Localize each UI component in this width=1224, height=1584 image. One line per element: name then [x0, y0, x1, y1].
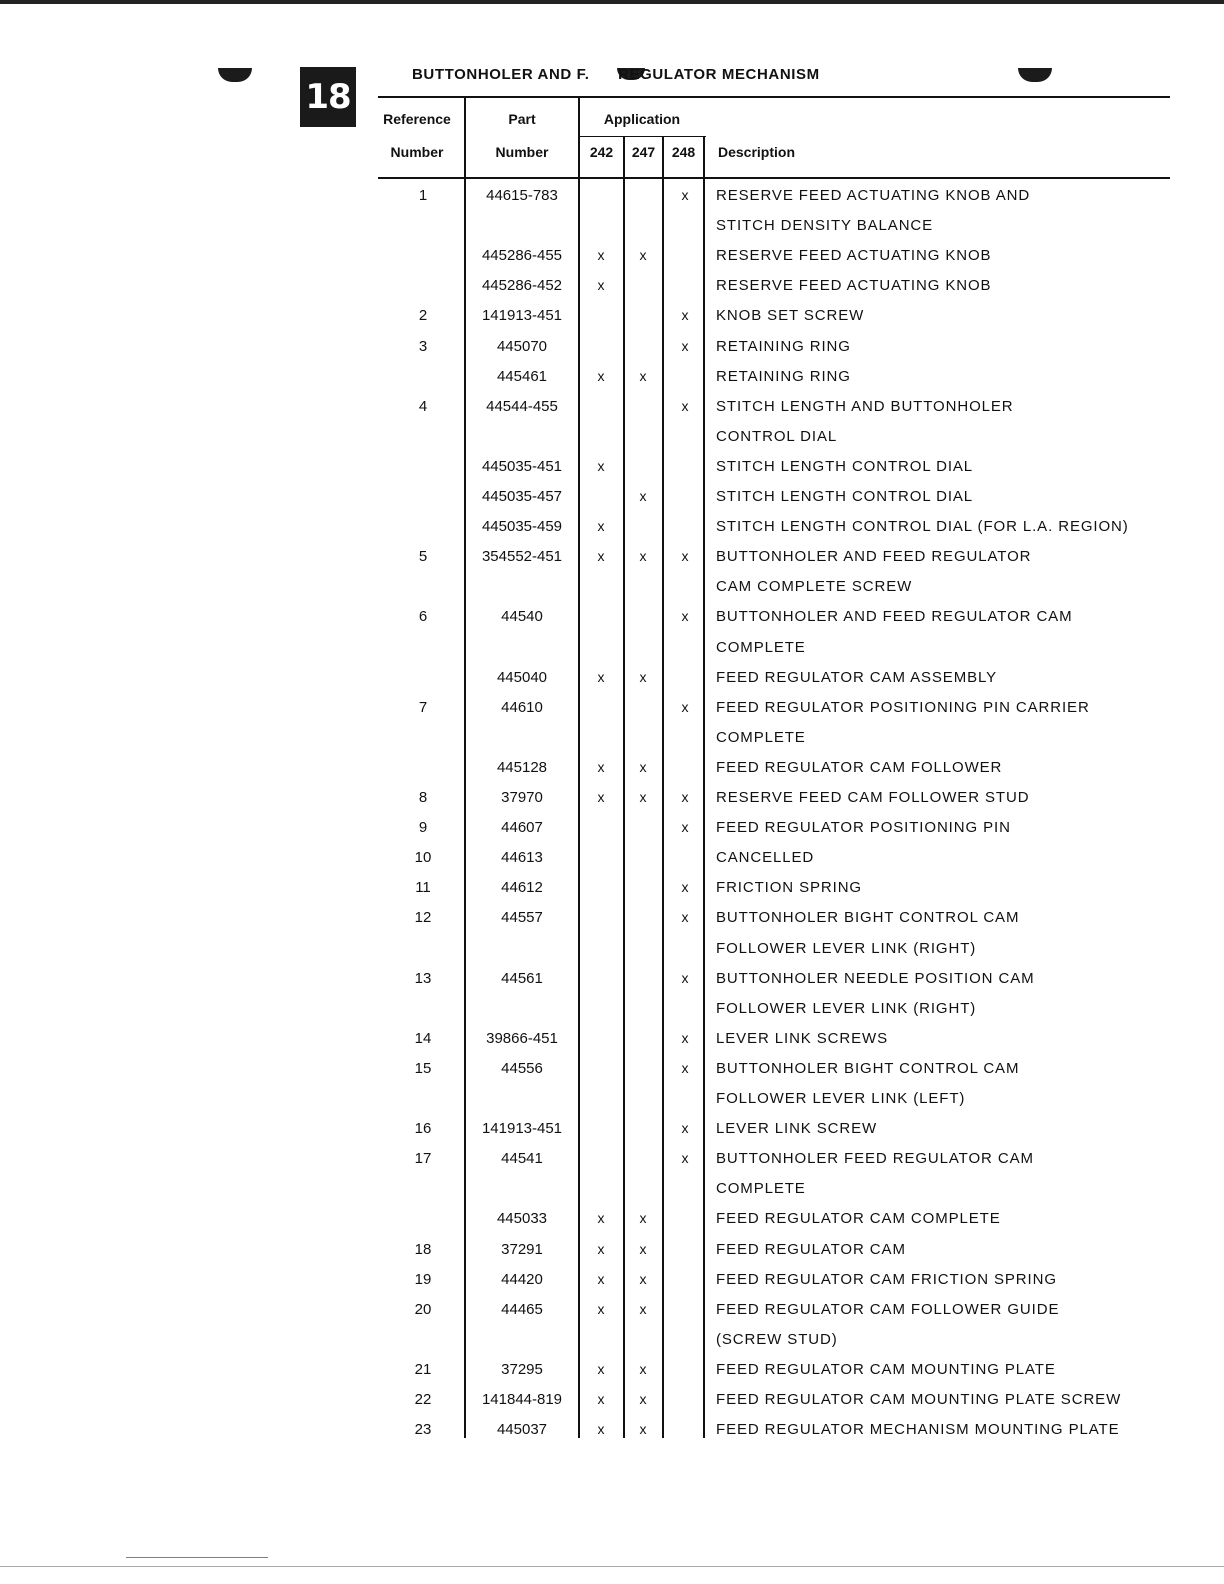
table-row [0, 1271, 1224, 1301]
binding-mark-icon [1018, 68, 1052, 82]
reference-number-cell: 12 [414, 909, 432, 927]
description-cell: BUTTONHOLER BIGHT CONTROL CAM [716, 1059, 1020, 1077]
model-248-mark: x [681, 909, 689, 926]
table-row [0, 1391, 1224, 1421]
model-242-mark: x [597, 1421, 605, 1438]
model-248-mark: x [681, 1029, 689, 1046]
description-cell: LEVER LINK SCREW [716, 1120, 878, 1138]
model-248-mark: x [681, 337, 689, 354]
part-number-cell: 141913-451 [481, 307, 563, 325]
table-row [0, 187, 1224, 217]
model-242-mark: x [597, 789, 605, 805]
part-number-cell: 44465 [501, 1300, 543, 1318]
table-row [0, 1301, 1224, 1331]
description-cell: COMPLETE [716, 728, 806, 746]
part-number-cell: 44557 [501, 909, 543, 927]
part-number-cell: 44540 [501, 608, 543, 626]
model-247-mark: x [639, 1391, 647, 1407]
header-part-sub: Number [495, 144, 549, 160]
description-cell: BUTTONHOLER NEEDLE POSITION CAM [716, 969, 1035, 987]
model-242-mark: x [597, 758, 605, 775]
table-row [0, 608, 1224, 638]
part-number-cell: 445035-459 [481, 518, 563, 536]
table-row [0, 789, 1224, 819]
part-number-cell: 445035-451 [481, 457, 563, 475]
description-cell: COMPLETE [716, 638, 806, 656]
application-divider [580, 136, 706, 137]
reference-number-cell: 20 [414, 1300, 432, 1318]
model-242-mark: x [597, 367, 605, 384]
reference-number-cell: 23 [414, 1421, 432, 1439]
part-number-cell: 354552-451 [481, 548, 563, 566]
description-cell: FEED REGULATOR CAM FOLLOWER GUIDE [716, 1300, 1060, 1318]
table-row [0, 1120, 1224, 1150]
reference-number-cell: 16 [414, 1120, 432, 1138]
description-cell: BUTTONHOLER FEED REGULATOR CAM [716, 1150, 1034, 1168]
part-number-cell: 445040 [496, 668, 548, 686]
section-number-badge: 18 [300, 67, 356, 127]
reference-number-cell: 13 [414, 969, 432, 987]
table-row [0, 819, 1224, 849]
table-row [0, 849, 1224, 879]
reference-number-cell: 3 [418, 337, 428, 355]
model-242-mark: x [597, 1210, 605, 1227]
part-number-cell: 44561 [501, 969, 543, 987]
model-248-mark: x [681, 397, 689, 414]
model-247-mark: x [639, 488, 647, 504]
table-row [0, 398, 1224, 428]
model-248-mark: x [681, 307, 689, 324]
header-part: Part [508, 111, 536, 127]
page-top-edge [0, 0, 1224, 4]
header-model-242: 242 [589, 144, 614, 160]
part-number-cell: 445286-452 [481, 277, 563, 295]
part-number-cell: 44556 [501, 1059, 543, 1077]
table-row [0, 1331, 1224, 1361]
description-cell: BUTTONHOLER AND FEED REGULATOR CAM [716, 608, 1073, 626]
part-number-cell: 445128 [496, 758, 548, 776]
table-row [0, 1150, 1224, 1180]
description-cell: FEED REGULATOR CAM FRICTION SPRING [716, 1270, 1057, 1288]
description-cell: (SCREW STUD) [716, 1330, 838, 1348]
description-cell: FEED REGULATOR CAM COMPLETE [716, 1210, 1001, 1228]
description-cell: FOLLOWER LEVER LINK (RIGHT) [716, 999, 977, 1017]
reference-number-cell: 19 [414, 1270, 432, 1288]
part-number-cell: 44420 [501, 1270, 543, 1288]
model-248-mark: x [681, 789, 689, 805]
part-number-cell: 39866-451 [486, 1029, 558, 1047]
description-cell: RESERVE FEED ACTUATING KNOB [716, 277, 992, 295]
description-cell: CANCELLED [716, 849, 815, 867]
header-model-248: 248 [671, 144, 696, 160]
reference-number-cell: 21 [414, 1360, 432, 1378]
description-cell: RESERVE FEED ACTUATING KNOB [716, 247, 992, 265]
description-cell: FOLLOWER LEVER LINK (RIGHT) [716, 939, 977, 957]
description-cell: FEED REGULATOR POSITIONING PIN CARRIER [716, 698, 1090, 716]
model-247-mark: x [639, 1270, 647, 1287]
part-number-cell: 37970 [501, 789, 543, 806]
header-description: Description [718, 144, 796, 160]
table-row [0, 368, 1224, 398]
header-reference-sub: Number [390, 144, 444, 160]
model-247-mark: x [639, 668, 647, 685]
reference-number-cell: 18 [414, 1240, 432, 1258]
table-row [0, 338, 1224, 368]
table-row [0, 759, 1224, 789]
part-number-cell: 445033 [496, 1210, 548, 1228]
description-cell: FEED REGULATOR CAM MOUNTING PLATE [716, 1360, 1056, 1378]
description-cell: FOLLOWER LEVER LINK (LEFT) [716, 1090, 966, 1107]
model-242-mark: x [597, 1270, 605, 1287]
model-248-mark: x [681, 969, 689, 986]
part-number-cell: 44607 [501, 819, 543, 837]
part-number-cell: 445035-457 [481, 488, 563, 505]
reference-number-cell: 10 [414, 849, 432, 867]
table-row [0, 1361, 1224, 1391]
reference-number-cell: 1 [418, 187, 428, 204]
description-cell: RETAINING RING [716, 367, 851, 385]
description-cell: FEED REGULATOR MECHANISM MOUNTING PLATE [716, 1421, 1120, 1439]
description-cell: FEED REGULATOR CAM MOUNTING PLATE SCREW [716, 1391, 1122, 1408]
table-row [0, 1090, 1224, 1120]
part-number-cell: 44544-455 [486, 397, 558, 415]
table-row [0, 578, 1224, 608]
description-cell: FEED REGULATOR CAM ASSEMBLY [716, 668, 998, 686]
model-247-mark: x [639, 247, 647, 264]
model-247-mark: x [639, 1240, 647, 1257]
part-number-cell: 44613 [501, 849, 543, 867]
description-cell: FEED REGULATOR CAM [716, 1240, 906, 1258]
description-cell: LEVER LINK SCREWS [716, 1029, 889, 1047]
page-bottom-edge [0, 1566, 1224, 1567]
model-242-mark: x [597, 457, 605, 474]
table-row [0, 1060, 1224, 1090]
model-248-mark: x [681, 608, 689, 625]
model-242-mark: x [597, 518, 605, 535]
model-247-mark: x [639, 1210, 647, 1227]
description-cell: RESERVE FEED ACTUATING KNOB AND [716, 187, 1031, 204]
table-row [0, 518, 1224, 548]
model-242-mark: x [597, 277, 605, 294]
table-row [0, 909, 1224, 939]
table-row [0, 548, 1224, 578]
model-247-mark: x [639, 1300, 647, 1317]
model-242-mark: x [597, 1360, 605, 1377]
header-application: Application [603, 111, 681, 127]
table-row [0, 428, 1224, 458]
table-row [0, 488, 1224, 518]
description-cell: STITCH LENGTH CONTROL DIAL (FOR L.A. REGION) [716, 518, 1129, 536]
model-248-mark: x [681, 187, 689, 203]
table-row [0, 247, 1224, 277]
binding-mark-icon [218, 68, 252, 82]
table-row [0, 277, 1224, 307]
model-247-mark: x [639, 789, 647, 805]
table-row [0, 307, 1224, 337]
table-row [0, 970, 1224, 1000]
model-247-mark: x [639, 548, 647, 565]
part-number-cell: 44612 [501, 879, 543, 897]
reference-number-cell: 7 [418, 698, 428, 716]
description-cell: STITCH LENGTH CONTROL DIAL [716, 488, 974, 505]
description-cell: FRICTION SPRING [716, 879, 863, 897]
page-title: BUTTONHOLER AND F. REGULATOR MECHANISM [412, 66, 820, 83]
table-row [0, 217, 1224, 247]
header-model-247: 247 [631, 144, 656, 160]
model-242-mark: x [597, 1300, 605, 1317]
model-247-mark: x [639, 1360, 647, 1377]
model-242-mark: x [597, 247, 605, 264]
table-row [0, 1030, 1224, 1060]
table-row [0, 879, 1224, 909]
model-247-mark: x [639, 758, 647, 775]
model-248-mark: x [681, 819, 689, 836]
description-cell: KNOB SET SCREW [716, 307, 865, 325]
page-footer-link-mark [126, 1557, 268, 1558]
description-cell: STITCH DENSITY BALANCE [716, 217, 934, 235]
table-row [0, 940, 1224, 970]
model-247-mark: x [639, 1421, 647, 1438]
description-cell: FEED REGULATOR CAM FOLLOWER [716, 758, 1003, 776]
model-248-mark: x [681, 1150, 689, 1167]
description-cell: RESERVE FEED CAM FOLLOWER STUD [716, 789, 1030, 806]
description-cell: STITCH LENGTH CONTROL DIAL [716, 457, 974, 475]
reference-number-cell: 11 [415, 879, 431, 897]
table-row [0, 1421, 1224, 1451]
reference-number-cell: 15 [414, 1059, 432, 1077]
model-242-mark: x [597, 668, 605, 685]
model-242-mark: x [597, 1240, 605, 1257]
reference-number-cell: 8 [418, 789, 428, 806]
header-reference: Reference [383, 111, 451, 127]
model-248-mark: x [681, 698, 689, 715]
reference-number-cell: 14 [414, 1029, 432, 1047]
header-top-rule [378, 96, 1170, 98]
part-number-cell: 37291 [501, 1240, 543, 1258]
description-cell: CONTROL DIAL [716, 427, 838, 445]
part-number-cell: 44615-783 [486, 187, 558, 204]
part-number-cell: 445037 [496, 1421, 548, 1439]
table-row [0, 1000, 1224, 1030]
model-242-mark: x [597, 1391, 605, 1407]
table-row [0, 639, 1224, 669]
table-row [0, 458, 1224, 488]
part-number-cell: 44541 [501, 1150, 543, 1168]
table-row [0, 669, 1224, 699]
reference-number-cell: 17 [414, 1150, 432, 1168]
part-number-cell: 445070 [496, 337, 548, 355]
header-bottom-rule [378, 177, 1170, 179]
part-number-cell: 37295 [501, 1360, 543, 1378]
table-row [0, 1180, 1224, 1210]
part-number-cell: 445286-455 [481, 247, 563, 265]
table-row [0, 1210, 1224, 1240]
model-242-mark: x [597, 548, 605, 565]
reference-number-cell: 4 [418, 397, 428, 415]
model-248-mark: x [681, 1059, 689, 1076]
reference-number-cell: 5 [418, 548, 428, 566]
description-cell: COMPLETE [716, 1180, 806, 1198]
part-number-cell: 44610 [501, 698, 543, 716]
description-cell: STITCH LENGTH AND BUTTONHOLER [716, 397, 1014, 415]
model-247-mark: x [639, 367, 647, 384]
description-cell: CAM COMPLETE SCREW [716, 578, 913, 596]
reference-number-cell: 9 [418, 819, 428, 837]
description-cell: FEED REGULATOR POSITIONING PIN [716, 819, 1011, 837]
table-row [0, 729, 1224, 759]
part-number-cell: 141844-819 [481, 1391, 563, 1408]
part-number-cell: 141913-451 [481, 1120, 563, 1138]
reference-number-cell: 6 [418, 608, 428, 626]
description-cell: BUTTONHOLER BIGHT CONTROL CAM [716, 909, 1020, 927]
model-248-mark: x [681, 879, 689, 896]
model-248-mark: x [681, 548, 689, 565]
table-row [0, 699, 1224, 729]
part-number-cell: 445461 [496, 367, 548, 385]
description-cell: BUTTONHOLER AND FEED REGULATOR [716, 548, 1032, 566]
description-cell: RETAINING RING [716, 337, 851, 355]
reference-number-cell: 22 [414, 1391, 432, 1408]
table-row [0, 1241, 1224, 1271]
model-248-mark: x [681, 1120, 689, 1137]
reference-number-cell: 2 [418, 307, 428, 325]
